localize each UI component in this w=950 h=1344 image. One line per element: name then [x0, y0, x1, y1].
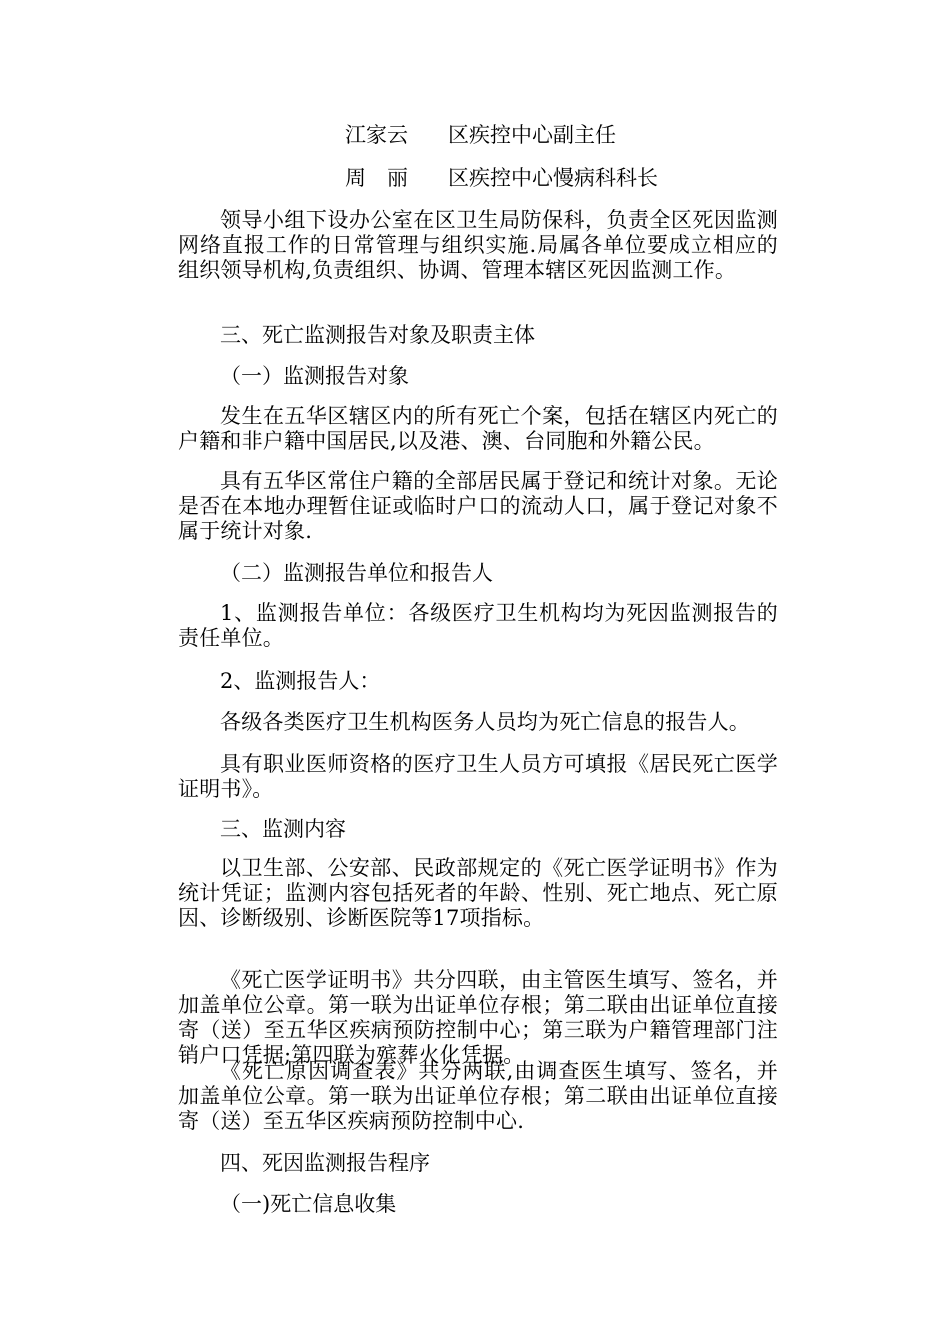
paragraph: 《死亡原因调查表》共分两联,由调查医生填写、签名，并加盖单位公章。第一联为出证单位存根；第二联由出证单位直接寄（送）至五华区疾病预防控制中心. [178, 1059, 778, 1133]
member-name: 江家云 [345, 123, 408, 147]
member-name: 周 丽 [345, 166, 408, 190]
section-heading: （一）监测报告对象 [220, 364, 409, 388]
member-row [345, 121, 616, 149]
member-row [345, 164, 658, 192]
section-heading: （一)死亡信息收集 [220, 1192, 397, 1216]
paragraph: 领导小组下设办公室在区卫生局防保科，负责全区死因监测网络直报工作的日常管理与组织实施.局属各单位要成立相应的组织领导机构,负责组织、协调、管理本辖区死因监测工作。 [178, 208, 778, 282]
section-heading: （二）监测报告单位和报告人 [220, 561, 493, 585]
section-heading: 2、监测报告人： [220, 669, 381, 693]
paragraph: 具有职业医师资格的医疗卫生人员方可填报《居民死亡医学证明书》。 [178, 752, 778, 801]
paragraph: 以卫生部、公安部、民政部规定的《死亡医学证明书》作为统计凭证；监测内容包括死者的年龄、性别、死亡地点、死亡原因、诊断级别、诊断医院等17项指标。 [178, 856, 778, 930]
paragraph: 各级各类医疗卫生机构医务人员均为死亡信息的报告人。 [220, 710, 750, 734]
section-heading: 三、监测内容 [220, 817, 346, 841]
paragraph: 发生在五华区辖区内的所有死亡个案，包括在辖区内死亡的户籍和非户籍中国居民,以及港、澳、台同胞和外籍公民。 [178, 404, 778, 453]
paragraph: 具有五华区常住户籍的全部居民属于登记和统计对象。无论是否在本地办理暂住证或临时户口的流动人口，属于登记对象不属于统计对象. [178, 469, 778, 543]
member-title: 区疾控中心慢病科科长 [448, 166, 658, 190]
paragraph: 《死亡医学证明书》共分四联，由主管医生填写、签名，并加盖单位公章。第一联为出证单位存根；第二联由出证单位直接寄（送）至五华区疾病预防控制中心；第三联为户籍管理部门注销户口凭据;第四联为殡葬火化凭据。 [178, 968, 778, 1067]
paragraph: 1、监测报告单位：各级医疗卫生机构均为死因监测报告的责任单位。 [178, 601, 778, 650]
member-title: 区疾控中心副主任 [448, 123, 616, 147]
section-heading: 三、死亡监测报告对象及职责主体 [220, 323, 535, 347]
section-heading: 四、死因监测报告程序 [220, 1151, 430, 1175]
